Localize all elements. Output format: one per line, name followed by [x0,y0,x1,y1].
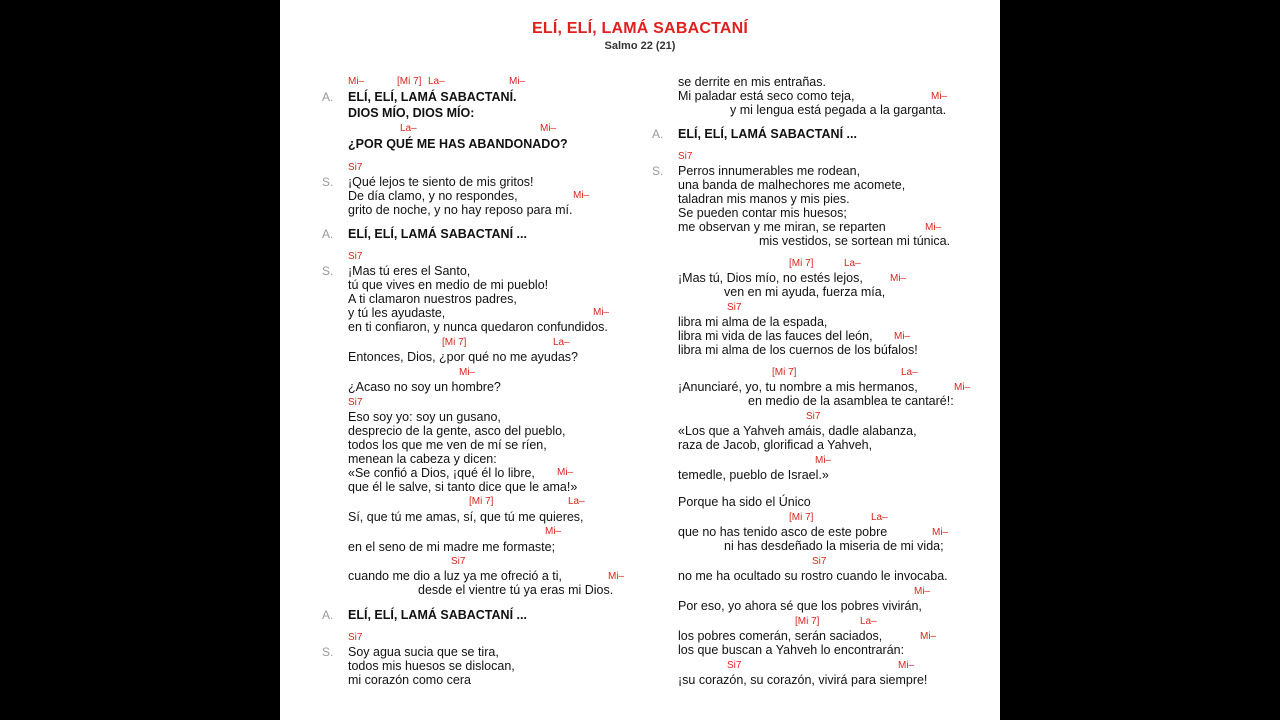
chord: Mi– [815,455,832,466]
lyric-line: todos mis huesos se dislocan, [348,659,515,673]
lyric-line: ni has desdeñado la miseria de mi vida; [724,539,944,553]
chord: Si7 [806,411,821,422]
lyric-line: una banda de malhechores me acomete, [678,178,906,192]
lyric-line: ELÍ, ELÍ, LAMÁ SABACTANÍ ... [348,608,527,622]
lyric-line: en medio de la asamblea te cantaré!: [748,394,954,408]
chord: La– [901,367,918,378]
lyric-line: ¿POR QUÉ ME HAS ABANDONADO? [348,137,568,151]
lyric-line: libra mi alma de la espada, [678,315,828,329]
lyric-line: cuando me dio a luz ya me ofreció a ti, [348,569,563,583]
lyric-line: temedle, pueblo de Israel.» [678,468,829,482]
lyric-line: y tú les ayudaste, [348,306,446,320]
chord: [Mi 7] [789,258,814,269]
lyric-line: Mi paladar está seco como teja, [678,89,855,103]
lyric-line: todos los que me ven de mí se ríen, [348,438,547,452]
lyric-line: ELÍ, ELÍ, LAMÁ SABACTANÍ ... [678,127,857,141]
lyric-line: los que buscan a Yahveh lo encontrarán: [678,643,905,657]
lyric-line: desde el vientre tú ya eras mi Dios. [418,583,614,597]
lyric-line: menean la cabeza y dicen: [348,452,497,466]
lyric-line: que él le salve, si tanto dice que le ama!» [348,480,578,494]
chord: Mi– [540,123,557,134]
lyric-line: ¡Anunciaré, yo, tu nombre a mis hermanos, [678,380,918,394]
chord: [Mi 7] [795,616,820,627]
lyric-line: libra mi alma de los cuernos de los búfalos! [678,343,918,357]
chord: Mi– [573,190,590,201]
lyric-line: Porque ha sido el Único [678,495,811,509]
song-sheet [280,0,1000,720]
lyric-line: ELÍ, ELÍ, LAMÁ SABACTANÍ ... [348,227,527,241]
section-marker: S. [652,164,664,178]
lyric-line: no me ha ocultado su rostro cuando le invocaba. [678,569,948,583]
lyric-line: ¡Mas tú eres el Santo, [348,264,471,278]
lyric-line: raza de Jacob, glorificad a Yahveh, [678,438,873,452]
lyric-line: Perros innumerables me rodean, [678,164,861,178]
lyric-line: y mi lengua está pegada a la garganta. [730,103,947,117]
chord: Mi– [914,586,931,597]
chord: Mi– [608,571,625,582]
lyric-line: ¿Acaso no soy un hombre? [348,380,501,394]
chord: Mi– [509,76,526,87]
lyric-line: en ti confiaron, y nunca quedaron confundidos. [348,320,608,334]
lyric-line: De día clamo, y no respondes, [348,189,518,203]
chord: Mi– [954,382,971,393]
lyric-line: se derrite en mis entrañas. [678,75,826,89]
chord: Mi– [898,660,915,671]
lyric-line: Se pueden contar mis huesos; [678,206,847,220]
lyric-line: DIOS MÍO, DIOS MÍO: [348,106,475,120]
chord: Si7 [727,302,742,313]
section-marker: S. [322,264,334,278]
lyric-line: Por eso, yo ahora sé que los pobres vivirán, [678,599,922,613]
chord: [Mi 7] [789,512,814,523]
chord: Si7 [348,162,363,173]
section-marker: S. [322,645,334,659]
chord: Mi– [593,307,610,318]
chord: Mi– [459,367,476,378]
chord: La– [844,258,861,269]
lyric-line: ven en mi ayuda, fuerza mía, [724,285,886,299]
section-marker: S. [322,175,334,189]
lyric-line: desprecio de la gente, asco del pueblo, [348,424,566,438]
chord: Mi– [932,527,949,538]
lyric-line: en el seno de mi madre me formaste; [348,540,556,554]
lyric-line: mi corazón como cera [348,673,471,687]
section-marker: A. [322,90,334,104]
chord: Mi– [557,467,574,478]
chord: Mi– [894,331,911,342]
lyric-line: ¡Qué lejos te siento de mis gritos! [348,175,534,189]
lyric-line: libra mi vida de las fauces del león, [678,329,873,343]
lyric-line: ¡su corazón, su corazón, vivirá para siempre! [678,673,928,687]
lyric-line: A ti clamaron nuestros padres, [348,292,517,306]
chord: Si7 [451,556,466,567]
lyric-line: tú que vives en medio de mi pueblo! [348,278,549,292]
chord: Mi– [890,273,907,284]
chord: La– [860,616,877,627]
chord: [Mi 7] [469,496,494,507]
lyric-line: taladran mis manos y mis pies. [678,192,850,206]
lyric-line: me observan y me miran, se reparten [678,220,886,234]
chord: [Mi 7] [397,76,422,87]
song-subtitle: Salmo 22 (21) [604,40,676,52]
chord: Si7 [348,632,363,643]
chord: Si7 [678,151,693,162]
chord: La– [428,76,445,87]
lyric-line: ¡Mas tú, Dios mío, no estés lejos, [678,271,863,285]
lyric-line: grito de noche, y no hay reposo para mí. [348,203,573,217]
chord: La– [871,512,888,523]
lyric-line: ELÍ, ELÍ, LAMÁ SABACTANÍ. [348,90,517,104]
lyric-line: Soy agua sucia que se tira, [348,645,499,659]
chord: Si7 [812,556,827,567]
section-marker: A. [652,127,664,141]
chord: Si7 [727,660,742,671]
lyric-line: que no has tenido asco de este pobre [678,525,888,539]
section-marker: A. [322,608,334,622]
chord: Si7 [348,251,363,262]
lyric-line: Entonces, Dios, ¿por qué no me ayudas? [348,350,578,364]
chord: Mi– [925,222,942,233]
chord: Mi– [545,526,562,537]
lyric-line: «Los que a Yahveh amáis, dadle alabanza, [678,424,917,438]
lyric-line: Eso soy yo: soy un gusano, [348,410,501,424]
chord: La– [568,496,585,507]
chord: Mi– [348,76,365,87]
section-marker: A. [322,227,334,241]
chord: Mi– [920,631,937,642]
lyric-line: «Se confió a Dios, ¡qué él lo libre, [348,466,535,480]
chord: [Mi 7] [442,337,467,348]
chord: [Mi 7] [772,367,797,378]
song-title: ELÍ, ELÍ, LAMÁ SABACTANÍ [531,20,749,37]
lyric-line: los pobres comerán, serán saciados, [678,629,883,643]
chord: La– [553,337,570,348]
chord: La– [400,123,417,134]
lyric-line: mis vestidos, se sortean mi túnica. [759,234,951,248]
chord: Mi– [931,91,948,102]
lyric-line: Sí, que tú me amas, sí, que tú me quieres, [348,510,584,524]
chord: Si7 [348,397,363,408]
